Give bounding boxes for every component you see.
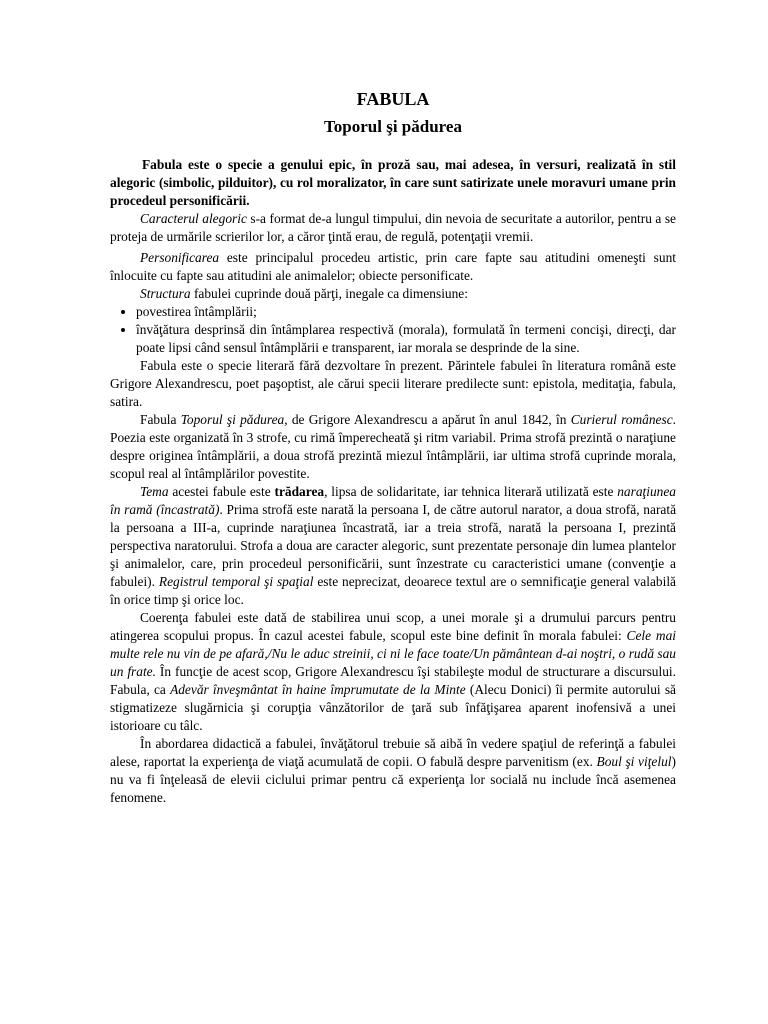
paragraph-structura: Structura fabulei cuprinde două părţi, inegale ca dimensiune: (140, 286, 468, 301)
document-subtitle: Toporul şi pădurea (324, 117, 462, 136)
term-registrul: Registrul temporal şi spaţial (158, 574, 314, 589)
quoted-morala: Cele mai multe rele nu vin de pe afară,/Nu le aduc streinii, ci ni le face toate/Un pământean d-ai noştri, o rudă sau un frate. (110, 628, 676, 679)
term-personificarea: Personificarea (140, 250, 220, 265)
paragraph-alegoric: Caracterul alegoric s-a format de-a lungul timpului, din nevoia de securitate a autorilor, pentru a se proteja de urmările scrierilor lor, a căror ţintă erau, de regulă, potenţaţii vremii. (110, 211, 676, 244)
lead-definition: Fabula este o specie a genului epic, în proză sau, mai adesea, în versuri, realizată în stil alegoric (simbolic, pilduitor), cu rol moralizator, în care sunt satirizate unele moravuri umane prin procedeul personificării. (110, 157, 676, 208)
list-item: • povestirea întâmplării; (136, 303, 676, 321)
paragraph-coerenta: Coerenţa fabulei este dată de stabilirea unui scop, a unei morale şi a drumului parcurs pentru atingerea scopului propus. În cazul acestei fabule, scopul este bine definit în morala fabulei: Cele mai multe rele nu vin de pe afară,/Nu le aduc streinii, ci ni le face toate/Un pământean d-ai noştri, o rudă sau un frate. În funcţie de acest scop, Grigore Alexandrescu îşi stabileşte modul de structurare a discursului. Fabula, ca Adevăr înveşmântat în haine împrumutate de la Minte (Alecu Donici) îi permite autorului să stigmatizeze slugărnicia şi corupţia vânzătorilor de ţară sub înfăţişarea aparent inofensivă a unei istorioare cu tâlc. (110, 610, 676, 733)
term-tradarea: trădarea (274, 484, 325, 499)
term-structura: Structura (140, 286, 191, 301)
paragraph-specie: Fabula este o specie literară fără dezvoltare în prezent. Părintele fabulei în literatura română este Grigore Alexandrescu, poet paşoptist, ale cărui specii literare predilecte sunt: epistola, meditaţia, fabula, satira. (110, 358, 676, 409)
paragraph-tema: Tema acestei fabule este trădarea, lipsa de solidaritate, iar tehnica literară utilizată este naraţiunea în ramă (încastrată). Prima strofă este narată la persoana I, de către autorul narator, a doua strofă, narată la persoana a III-a, cuprinde naraţiunea încastrată, iar a treia strofă, narată la persoana I, prezintă perspectiva naratorului. Strofa a doua are caracter alegoric, sunt prezentate personaje din lumea plantelor şi animalelor, care, prin procedeul personificării, sunt înzestrate cu caracteristici umane (convenţie a fabulei). Registrul temporal şi spaţial este neprecizat, deoarece textul are o semnificaţie general valabilă în orice timp şi orice loc. (110, 484, 677, 607)
list-item: • învăţătura desprinsă din întâmplarea respectivă (morala), formulată în termeni concişi, direcţi, dar poate lipsi când sensul întâmplării e transparent, iar morala se desprinde de la sine. (136, 321, 676, 357)
quoted-definition: Adevăr înveşmântat în haine împrumutate de la Minte (170, 682, 466, 697)
work-title-toporul: Toporul şi pădurea (180, 412, 285, 427)
term-caracterul-alegoric: Caracterul alegoric (140, 211, 247, 226)
paragraph-personificarea: Personificarea este principalul procedeu artistic, prin care fapte sau atitudini omeneşti sunt înlocuite cu fapte sau atitudini ale animalelor; obiecte personificate. (110, 250, 676, 283)
document-title: FABULA (356, 89, 430, 109)
publication-title: Curierul românesc (570, 412, 673, 427)
paragraph-abordarea: În abordarea didactică a fabulei, învăţătorul trebuie să aibă în vedere spaţiul de referinţă a fabulei alese, raportat la experienţa de viaţă acumulată de copii. O fabulă despre parvenitism (ex. Boul şi viţelul) nu va fi înţeleasă de elevii ciclului primar pentru că experienţa lor socială nu include încă asemenea fenomene. (110, 736, 676, 805)
paragraph-fabula-toporul: Fabula Toporul şi pădurea, de Grigore Alexandrescu a apărut în anul 1842, în Curierul românesc. Poezia este organizată în 3 strofe, cu rimă împerecheată şi ritm variabil. Prima strofă prezintă o naraţiune despre originea întâmplării, a doua strofă prezintă miezul întâmplării, iar ultima strofă cuprinde morala, scopul real al întâmplărilor povestite. (110, 412, 676, 481)
term-tema: Tema (140, 484, 169, 499)
structure-list (110, 303, 676, 357)
term-naratiunea-in-rama: naraţiunea în ramă (încastrată) (110, 484, 677, 517)
work-title-boul: Boul şi viţelul (596, 754, 672, 769)
